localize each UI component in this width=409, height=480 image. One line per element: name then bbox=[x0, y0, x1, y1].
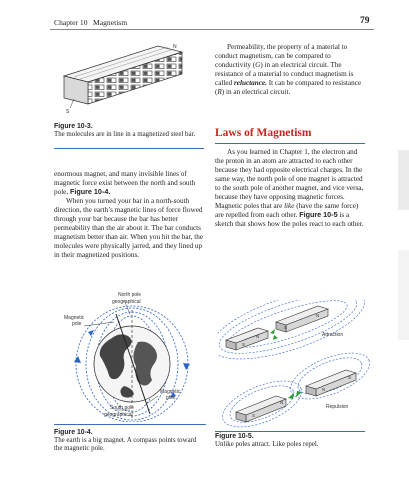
fig-10-4-south-geographical-label: geographical bbox=[104, 412, 133, 418]
fig-10-5-attraction-pole-s-left: S bbox=[242, 342, 246, 347]
page-edge-tab bbox=[398, 150, 409, 210]
right-para-2-a: As you learned in Chapter 1, the electron and the proton in an atom are attracted to each other because they had opposite electrical charges. In the same way, the north pole of one magnet is attracted to the south pole of another magnet, and vice versa, because they have opposing magnetic forces. Magnetic poles that are bbox=[215, 148, 364, 210]
fig-10-4-south-pole-label: South pole bbox=[110, 405, 134, 411]
fig-10-5-attraction-pole-n-right: N bbox=[316, 313, 320, 318]
right-column-laws-text bbox=[215, 148, 365, 229]
right-para-1-c: It can be compared to resistance ( bbox=[215, 78, 362, 96]
section-title: Laws of Magnetism bbox=[215, 127, 312, 139]
fig-10-5-repulsion-pole-n: N bbox=[280, 400, 284, 405]
caption-rule-10-4 bbox=[54, 424, 206, 425]
fig-10-3-s-leader bbox=[68, 98, 78, 110]
figure-10-4-caption-text: The earth is a big magnet. A compass points toward the magnetic pole. bbox=[54, 437, 197, 453]
left-para-2: When you turned your bar in a north-south direction, the earth’s magnetic lines of force flowed through your bar because the bar has better permeability than the air about it. The bar conducts magnetism better than air. When you hit the bar, the molecules were physically jarred, and they lined up in their magnetized positions. bbox=[54, 196, 204, 259]
fig-10-3-label-s: S bbox=[66, 109, 70, 115]
figure-10-5-poles-diagram bbox=[218, 300, 378, 430]
fig-10-5-repulsion-pole-s-left: S bbox=[252, 413, 256, 418]
right-para-1-term: reluctance. bbox=[233, 78, 267, 87]
figure-10-5-caption-text: Unlike poles attract. Like poles repel. bbox=[215, 441, 319, 449]
fig-10-5-repulsion-pole-n-right: N bbox=[322, 387, 326, 392]
fig-10-5-attraction-label: Attraction bbox=[322, 332, 344, 338]
figure-10-3-caption bbox=[54, 123, 204, 139]
fig-10-4-north-pole-label: North pole bbox=[118, 292, 142, 298]
fig-10-3-label-n: N bbox=[173, 44, 177, 50]
running-header-topic: Magnetism bbox=[93, 18, 128, 27]
figure-10-5-caption bbox=[215, 433, 375, 449]
fig-10-5-attraction-pole-n: N bbox=[256, 334, 260, 339]
right-para-1-r: R bbox=[217, 87, 222, 96]
right-column-intro bbox=[215, 43, 365, 97]
left-para-1: enormous magnet, and many invisible lines of magnetic force exist between the north and south pole, bbox=[54, 170, 196, 196]
page-number: 79 bbox=[360, 16, 370, 26]
fig-10-4-magnetic-label-top: Magnetic bbox=[64, 315, 85, 321]
running-header-chapter: Chapter 10 bbox=[54, 18, 88, 27]
figure-10-3-caption-text: The molecules are in line in a magnetized steel bar. bbox=[54, 131, 196, 139]
fig-10-5-repulsion-pole-s: S bbox=[348, 375, 352, 380]
right-para-1-b: ) in an electrical circuit. The resistance of a material to conduct magnetism is called bbox=[215, 60, 354, 87]
fig-10-4-magnetic-label-bottom: Magnetic bbox=[160, 389, 181, 395]
right-para-2-c: is a sketch that shows how the poles react to each other. bbox=[215, 210, 364, 228]
fig-10-4-pole-label-bottom: pole bbox=[166, 395, 176, 401]
fig-10-4-pole-label-top: pole bbox=[72, 321, 82, 327]
figure-10-4-label: Figure 10-4. bbox=[54, 429, 93, 436]
right-para-1-a: Permeability, the property of a material to conduct magnetism, can be compared to conductivity ( bbox=[215, 43, 348, 69]
header-rule bbox=[50, 29, 374, 30]
fig-10-5-attraction-pole-s: S bbox=[284, 325, 288, 330]
fig-10-5-repulsion-label: Repulsion bbox=[326, 404, 349, 410]
figure-10-5-label: Figure 10-5. bbox=[215, 433, 254, 440]
section-title-rule bbox=[215, 143, 365, 144]
right-para-1-d: ) in an electrical circuit. bbox=[221, 87, 291, 96]
right-para-2-figure-ref: Figure 10-5 bbox=[299, 209, 338, 219]
left-para-1-figure-ref: Figure 10-4. bbox=[69, 186, 111, 196]
figure-10-4-earth-diagram bbox=[54, 292, 206, 422]
caption-rule-10-3 bbox=[54, 148, 204, 149]
right-para-2-b: (have the same force) are repelled from each other. bbox=[215, 201, 359, 219]
right-para-1-g: G bbox=[255, 60, 261, 69]
right-para-2-like: like bbox=[284, 201, 295, 210]
caption-rule-10-5 bbox=[215, 431, 365, 432]
fig-10-4-north-geographical-label: geographical bbox=[112, 299, 141, 305]
figure-10-3-label: Figure 10-3. bbox=[54, 123, 93, 130]
figure-10-4-caption bbox=[54, 429, 206, 454]
left-column-text bbox=[54, 170, 204, 260]
page-edge-tab-lower bbox=[398, 250, 409, 340]
